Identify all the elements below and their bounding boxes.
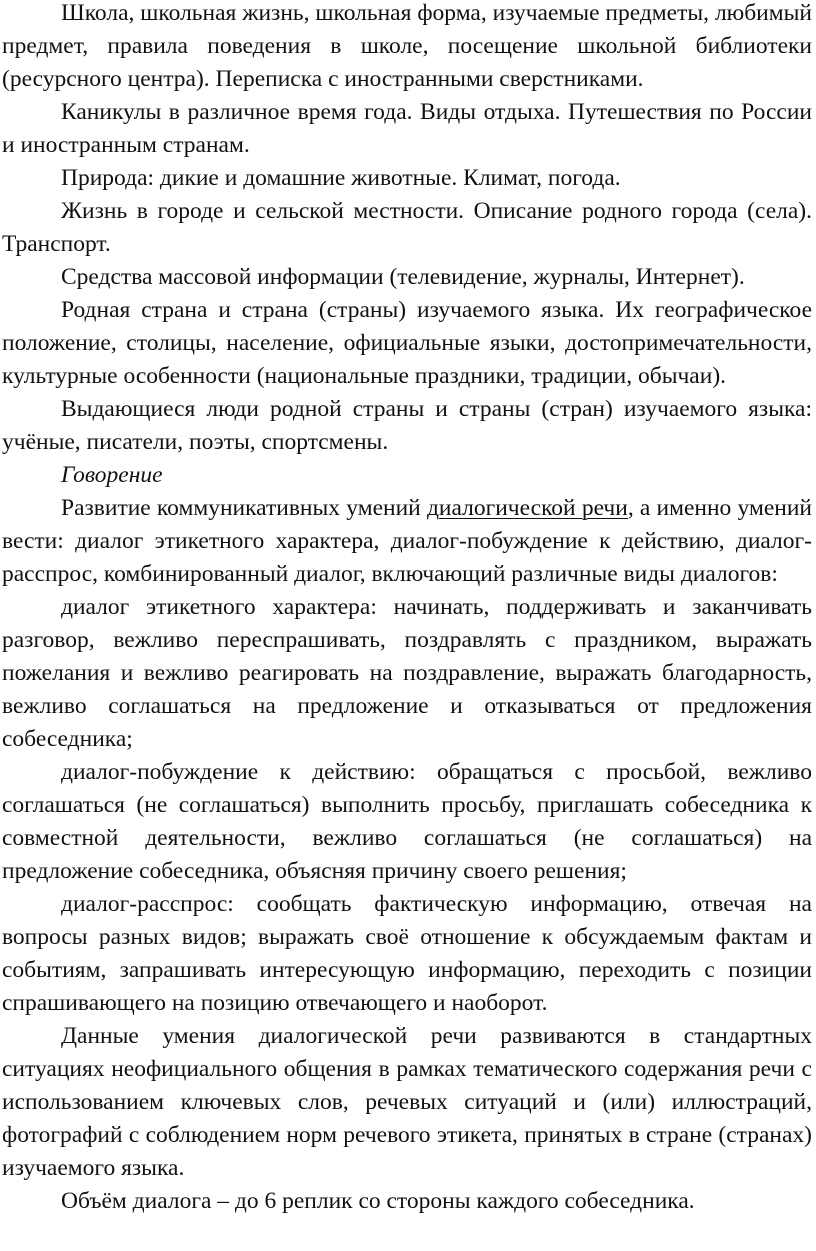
paragraph-incentive-dialog: диалог-побуждение к действию: обращаться с просьбой, вежливо соглашаться (не соглашаться) выполнить просьбу, приглашать собеседника к совместной деятельности, вежливо соглашаться (не соглашаться) на предложение собеседника, объясняя причину своего решения; [2,759,812,884]
paragraph-dialog-intro [2,492,812,591]
paragraph-famous-people: Выдающиеся люди родной страны и страны (стран) изучаемого языка: учёные, писатели, поэты, спортсмены. [2,396,812,455]
paragraph-dialog-skills-development: Данные умения диалогической речи развиваются в стандартных ситуациях неофициального общения в рамках тематического содержания речи с использованием ключевых слов, речевых ситуаций и (или) иллюстраций, фотографий с соблюдением норм речевого этикета, принятых в стране (странах) изучаемого языка. [2,1023,812,1181]
dialog-intro-text-before: Развитие коммуникативных умений [61,495,427,521]
dialog-intro-text-after: , а именно умений вести: диалог этикетного характера, диалог-побуждение к действию, диалог-расспрос, комбинированный диалог, включающий различные виды диалогов: [2,495,812,587]
dialog-speech-underlined-term: диалогической речи [426,495,628,521]
paragraph-school-life: Школа, школьная жизнь, школьная форма, изучаемые предметы, любимый предмет, правила поведения в школе, посещение школьной библиотеки (ресурсного центра). Переписка с иностранными сверстниками. [2,0,812,92]
paragraph-mass-media: Средства массовой информации (телевидение, журналы, Интернет). [61,264,745,290]
paragraph-nature: Природа: дикие и домашние животные. Климат, погода. [61,165,621,191]
paragraph-etiquette-dialog: диалог этикетного характера: начинать, поддерживать и заканчивать разговор, вежливо переспрашивать, поздравлять с праздником, выражать пожелания и вежливо реагировать на поздравление, выражать благодарность, вежливо соглашаться на предложение и отказываться от предложения собеседника; [2,594,812,752]
paragraph-native-country: Родная страна и страна (страны) изучаемого языка. Их географическое положение, столицы, население, официальные языки, достопримечательности, культурные особенности (национальные праздники, традиции, обычаи). [2,297,812,389]
paragraph-dialog-volume: Объём диалога – до 6 реплик со стороны каждого собеседника. [61,1188,695,1214]
paragraph-city-life: Жизнь в городе и сельской местности. Описание родного города (села). Транспорт. [2,198,812,257]
paragraph-inquiry-dialog: диалог-расспрос: сообщать фактическую информацию, отвечая на вопросы разных видов; выражать своё отношение к обсуждаемым фактам и событиям, запрашивать интересующую информацию, переходить с позиции спрашивающего на позицию отвечающего и наоборот. [2,891,812,1016]
section-heading-speaking: Говорение [61,462,163,488]
paragraph-holidays: Каникулы в различное время года. Виды отдыха. Путешествия по России и иностранным странам. [2,99,812,158]
